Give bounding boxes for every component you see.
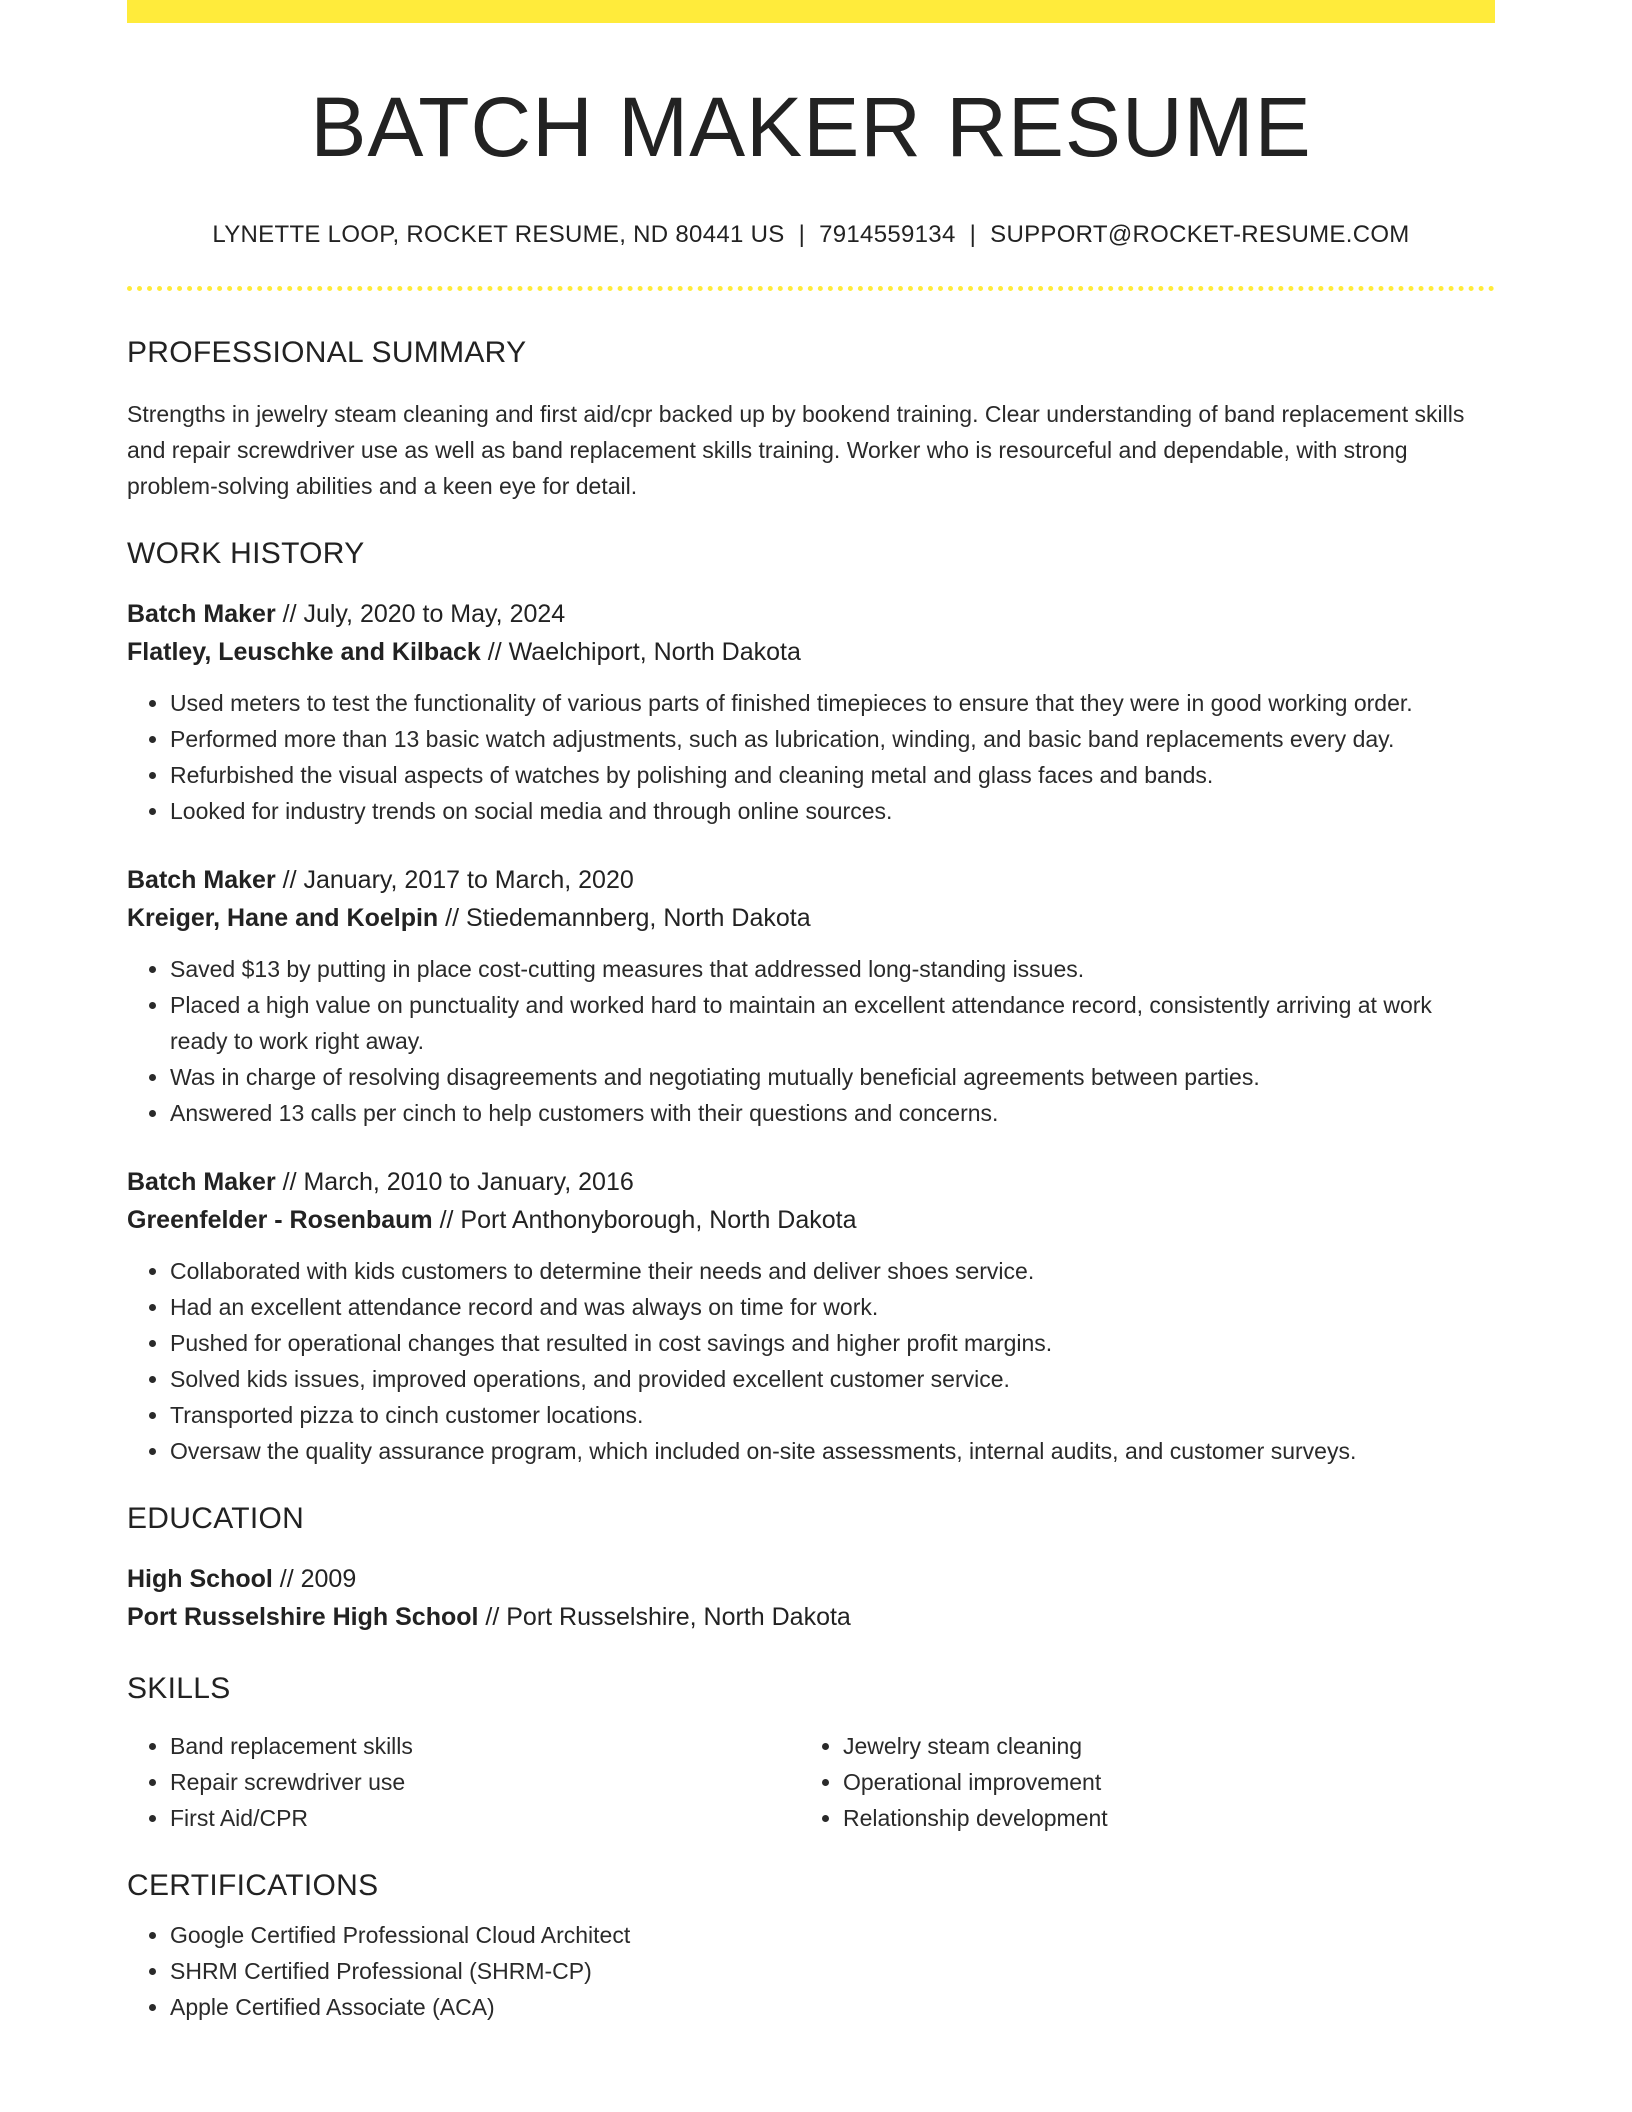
job-location: // Stiedemannberg, North Dakota — [438, 904, 811, 932]
job-dates: // January, 2017 to March, 2020 — [275, 866, 634, 894]
job-bullets — [127, 951, 1495, 1131]
skill-item: • Jewelry steam cleaning — [843, 1728, 1108, 1764]
skills-list — [127, 1728, 1495, 1836]
job-location: // Port Anthonyborough, North Dakota — [432, 1206, 857, 1234]
job-bullet: • Answered 13 calls per cinch to help customers with their questions and concerns. — [170, 1095, 1495, 1131]
job-company-line — [127, 1201, 1495, 1239]
job-bullet: • Solved kids issues, improved operations, and provided excellent customer service. — [170, 1361, 1495, 1397]
certification-item: • Google Certified Professional Cloud Architect — [170, 1917, 1495, 1953]
job-title: Batch Maker — [127, 1168, 276, 1196]
job-dates: // July, 2020 to May, 2024 — [275, 600, 566, 628]
job-title: Batch Maker — [127, 600, 276, 628]
contact-email: SUPPORT@ROCKET-RESUME.COM — [990, 221, 1410, 248]
job-bullets — [127, 685, 1495, 829]
education-heading: EDUCATION — [127, 1502, 305, 1535]
education-school-line — [127, 1598, 1495, 1636]
job-location: // Waelchiport, North Dakota — [480, 638, 801, 666]
dotted-divider — [127, 286, 1495, 291]
job-company: Kreiger, Hane and Koelpin — [127, 904, 439, 932]
summary-text: Strengths in jewelry steam cleaning and first aid/cpr backed up by bookend training. Clear understanding of band replacement skills and repair screwdriver use as well as band replacement skills training. Worker who is resourceful and dependable, with strong problem-solving abilities and a keen eye for detail. — [127, 401, 1465, 499]
summary-heading: PROFESSIONAL SUMMARY — [127, 336, 527, 369]
education-location: // Port Russelshire, North Dakota — [478, 1603, 851, 1631]
certifications-list — [127, 1917, 1495, 2025]
certification-item: • Apple Certified Associate (ACA) — [170, 1989, 1495, 2025]
skill-item: • Repair screwdriver use — [170, 1764, 800, 1800]
skill-item: • Band replacement skills — [170, 1728, 800, 1764]
job-company-line — [127, 899, 1495, 937]
resume-page — [127, 0, 1495, 2025]
resume-title: BATCH MAKER RESUME — [310, 80, 1312, 174]
job-entry — [127, 1163, 1495, 1469]
certification-item: • SHRM Certified Professional (SHRM-CP) — [170, 1953, 1495, 1989]
contact-address: LYNETTE LOOP, ROCKET RESUME, ND 80441 US — [212, 221, 785, 248]
skill-item: • Relationship development — [843, 1800, 1108, 1836]
job-title-line — [127, 595, 1495, 633]
skills-column-right — [800, 1728, 1108, 1836]
job-bullet: • Collaborated with kids customers to determine their needs and deliver shoes service. — [170, 1253, 1495, 1289]
skill-item: • First Aid/CPR — [170, 1800, 800, 1836]
job-bullet: • Performed more than 13 basic watch adjustments, such as lubrication, winding, and basic band replacements every day. — [170, 721, 1495, 757]
job-bullet: • Was in charge of resolving disagreements and negotiating mutually beneficial agreements between parties. — [170, 1059, 1495, 1095]
education-year: // 2009 — [272, 1565, 357, 1593]
contact-line — [127, 221, 1495, 249]
job-bullet: • Looked for industry trends on social media and through online sources. — [170, 793, 1495, 829]
job-bullet: • Had an excellent attendance record and was always on time for work. — [170, 1289, 1495, 1325]
job-dates: // March, 2010 to January, 2016 — [275, 1168, 634, 1196]
certifications-heading: CERTIFICATIONS — [127, 1869, 379, 1902]
education-degree-line — [127, 1560, 1495, 1598]
contact-phone: 7914559134 — [819, 221, 956, 248]
job-title: Batch Maker — [127, 866, 276, 894]
job-entry — [127, 861, 1495, 1131]
job-bullet: • Transported pizza to cinch customer locations. — [170, 1397, 1495, 1433]
job-bullet: • Pushed for operational changes that resulted in cost savings and higher profit margins. — [170, 1325, 1495, 1361]
job-bullet: • Used meters to test the functionality of various parts of finished timepieces to ensure that they were in good working order. — [170, 685, 1495, 721]
work-history-heading: WORK HISTORY — [127, 537, 365, 570]
skill-item: • Operational improvement — [843, 1764, 1108, 1800]
job-bullets — [127, 1253, 1495, 1469]
job-title-line — [127, 1163, 1495, 1201]
skills-column-left — [127, 1728, 800, 1836]
job-bullet: • Oversaw the quality assurance program, which included on-site assessments, internal audits, and customer surveys. — [170, 1433, 1495, 1469]
education-entry — [127, 1560, 1495, 1636]
education-degree: High School — [127, 1565, 273, 1593]
job-bullet: • Refurbished the visual aspects of watches by polishing and cleaning metal and glass faces and bands. — [170, 757, 1495, 793]
top-accent-bar — [127, 0, 1495, 23]
job-title-line — [127, 861, 1495, 899]
job-company-line — [127, 633, 1495, 671]
contact-separator: | — [969, 221, 977, 248]
job-company: Greenfelder - Rosenbaum — [127, 1206, 433, 1234]
job-company: Flatley, Leuschke and Kilback — [127, 638, 481, 666]
contact-separator: | — [798, 221, 806, 248]
job-bullet: • Saved $13 by putting in place cost-cutting measures that addressed long-standing issues. — [170, 951, 1495, 987]
job-entry — [127, 595, 1495, 829]
job-bullet: • Placed a high value on punctuality and worked hard to maintain an excellent attendance record, consistently arriving at work ready to work right away. — [170, 987, 1495, 1059]
skills-heading: SKILLS — [127, 1672, 231, 1705]
education-school: Port Russelshire High School — [127, 1603, 479, 1631]
